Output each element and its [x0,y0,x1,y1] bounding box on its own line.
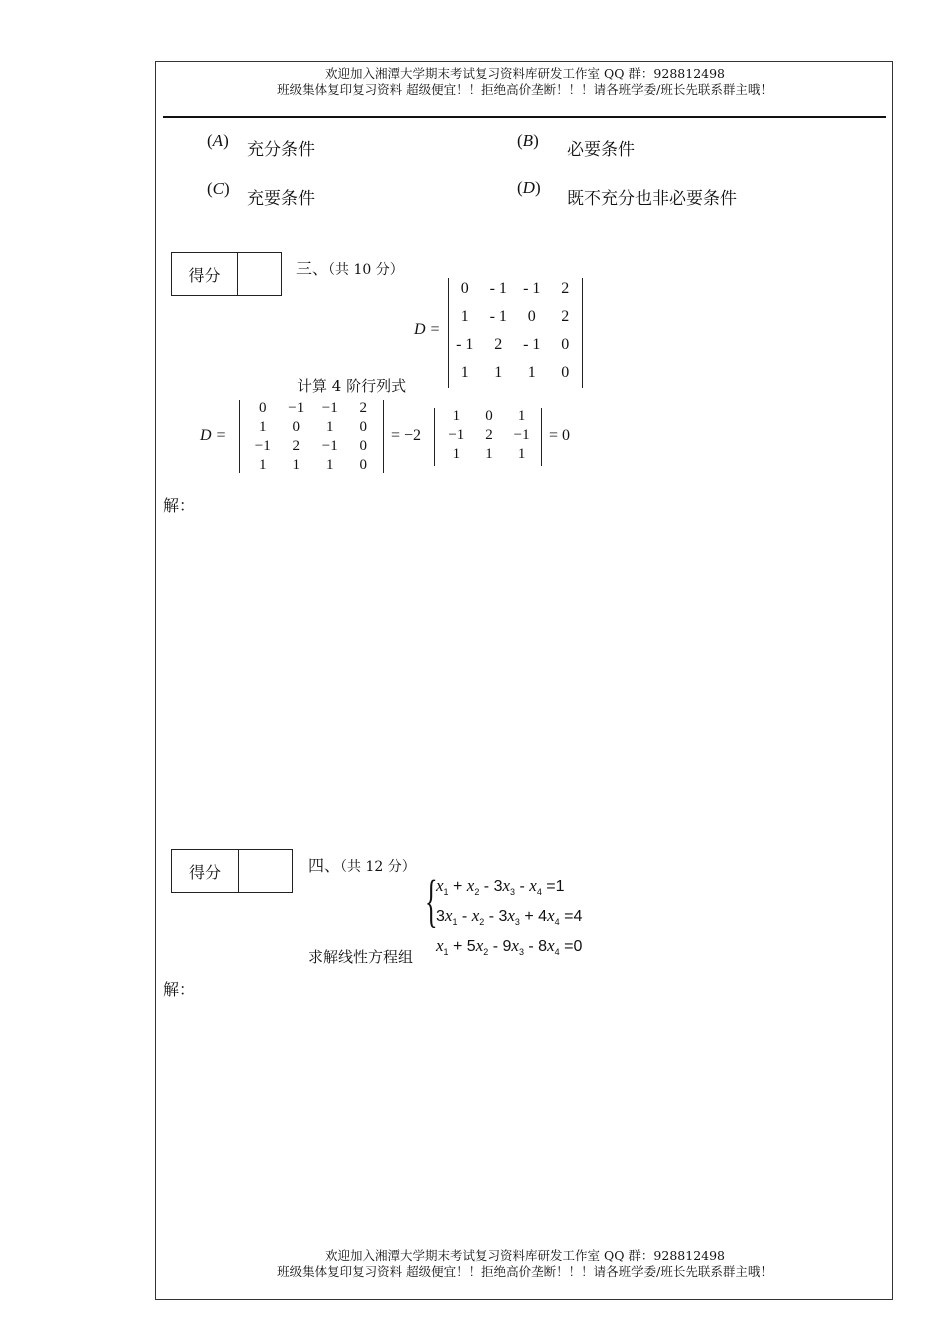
matrix-cell: 1 [259,419,267,435]
option-c-text: 充要条件 [247,189,315,209]
det-bar-right-1 [582,278,583,388]
matrix-cell: −1 [321,438,338,454]
matrix-cell: 2 [561,280,570,297]
matrix-cell: 1 [494,364,503,381]
matrix-cell: 0 [561,336,570,353]
matrix-cell: - 1 [489,280,507,297]
matrix-cell: 1 [326,419,334,435]
matrix-cell: 0 [259,400,267,416]
section4-solution-label: 解： [163,980,196,999]
det-middle: = −2 [391,427,422,444]
section3-prompt: 计算 4 阶行列式 [297,377,407,395]
matrix-cell: 0 [359,438,367,454]
matrix-answer-2 [440,406,538,466]
matrix-cell: - 1 [523,336,541,353]
matrix-cell: 1 [527,364,536,381]
matrix-cell: 1 [259,457,267,473]
matrix-answer-1 [246,398,380,474]
det-bar-left-3 [434,408,435,466]
header-line-1: 欢迎加入湘潭大学期末考试复习资料库研发工作室 QQ 群：928812498 [324,66,726,81]
matrix-cell: −1 [448,427,465,443]
matrix-cell: 1 [326,457,334,473]
matrix-cell: 0 [527,308,536,325]
matrix-cell: 1 [517,408,526,424]
matrix-cell: - 1 [523,280,541,297]
section3-title: 三、（共 10 分） [296,259,404,278]
det-result: = 0 [549,427,571,444]
section4-prompt: 求解线性方程组 [308,948,414,966]
page-frame [155,61,893,1300]
matrix-cell: 2 [292,438,300,454]
matrix-cell: 0 [460,280,469,297]
matrix-cell: 1 [517,446,526,462]
option-d-text: 既不充分也非必要条件 [567,189,737,209]
option-b-letter: (B) [517,131,539,150]
matrix-cell: - 1 [456,336,474,353]
matrix-cell: −1 [513,427,530,443]
matrix-cell: 1 [292,457,300,473]
matrix-cell: - 1 [489,308,507,325]
matrix-cell: −1 [288,400,305,416]
option-d-letter: (D) [517,178,541,197]
matrix-cell: 2 [561,308,570,325]
header-rule [163,116,886,118]
det-symbol-1: D = [414,321,441,338]
option-b-text: 必要条件 [567,140,635,160]
footer-line-1: 欢迎加入湘潭大学期末考试复习资料库研发工作室 QQ 群：928812498 [324,1248,726,1263]
matrix-cell: 1 [452,446,461,462]
matrix-cell: 1 [460,364,469,381]
score-label: 得分 [172,850,239,892]
matrix-cell: 2 [485,427,493,443]
matrix-cell: 0 [292,419,300,435]
score-box-3 [171,252,282,296]
section4-title: 四、（共 12 分） [308,856,416,875]
det-symbol-2: D = [200,427,227,444]
equation-2: $3x_1 - x_2 - 3x_3 + 4x_4 =4$ [436,906,583,928]
option-a-letter: (A) [207,131,229,150]
matrix-cell: 2 [359,400,367,416]
matrix-cell: 1 [452,408,461,424]
option-c-letter: (C) [207,179,230,198]
matrix-cell: 1 [460,308,469,325]
equation-3: $x_1 + 5x_2 - 9x_3 - 8x_4 =0$ [436,936,583,958]
score-blank[interactable] [239,850,292,892]
matrix-question [448,278,582,388]
header-line-2: 班级集体复印复习资料 超级便宜！！拒绝高价垄断！！！请各班学委/班长先联系群主哦！ [277,82,773,97]
equation-1: $x_1 + x_2 - 3x_3 - x_4 =1$ [436,876,565,898]
matrix-cell: −1 [254,438,271,454]
matrix-cell: 2 [494,336,503,353]
matrix-cell: 1 [485,446,493,462]
det-bar-right-3 [541,408,542,466]
matrix-cell: 0 [359,457,367,473]
matrix-cell: 0 [485,408,493,424]
det-bar-right-2 [383,400,384,473]
footer-line-2: 班级集体复印复习资料 超级便宜！！拒绝高价垄断！！！请各班学委/班长先联系群主哦！ [277,1264,773,1279]
det-bar-left-2 [239,400,240,473]
score-box-4 [171,849,293,893]
matrix-cell: 0 [561,364,570,381]
score-label: 得分 [172,253,238,295]
system-brace: { [425,868,438,933]
matrix-cell: −1 [321,400,338,416]
matrix-cell: 0 [359,419,367,435]
section3-solution-label: 解： [163,496,196,515]
option-a-text: 充分条件 [247,140,315,160]
score-blank[interactable] [238,253,281,295]
